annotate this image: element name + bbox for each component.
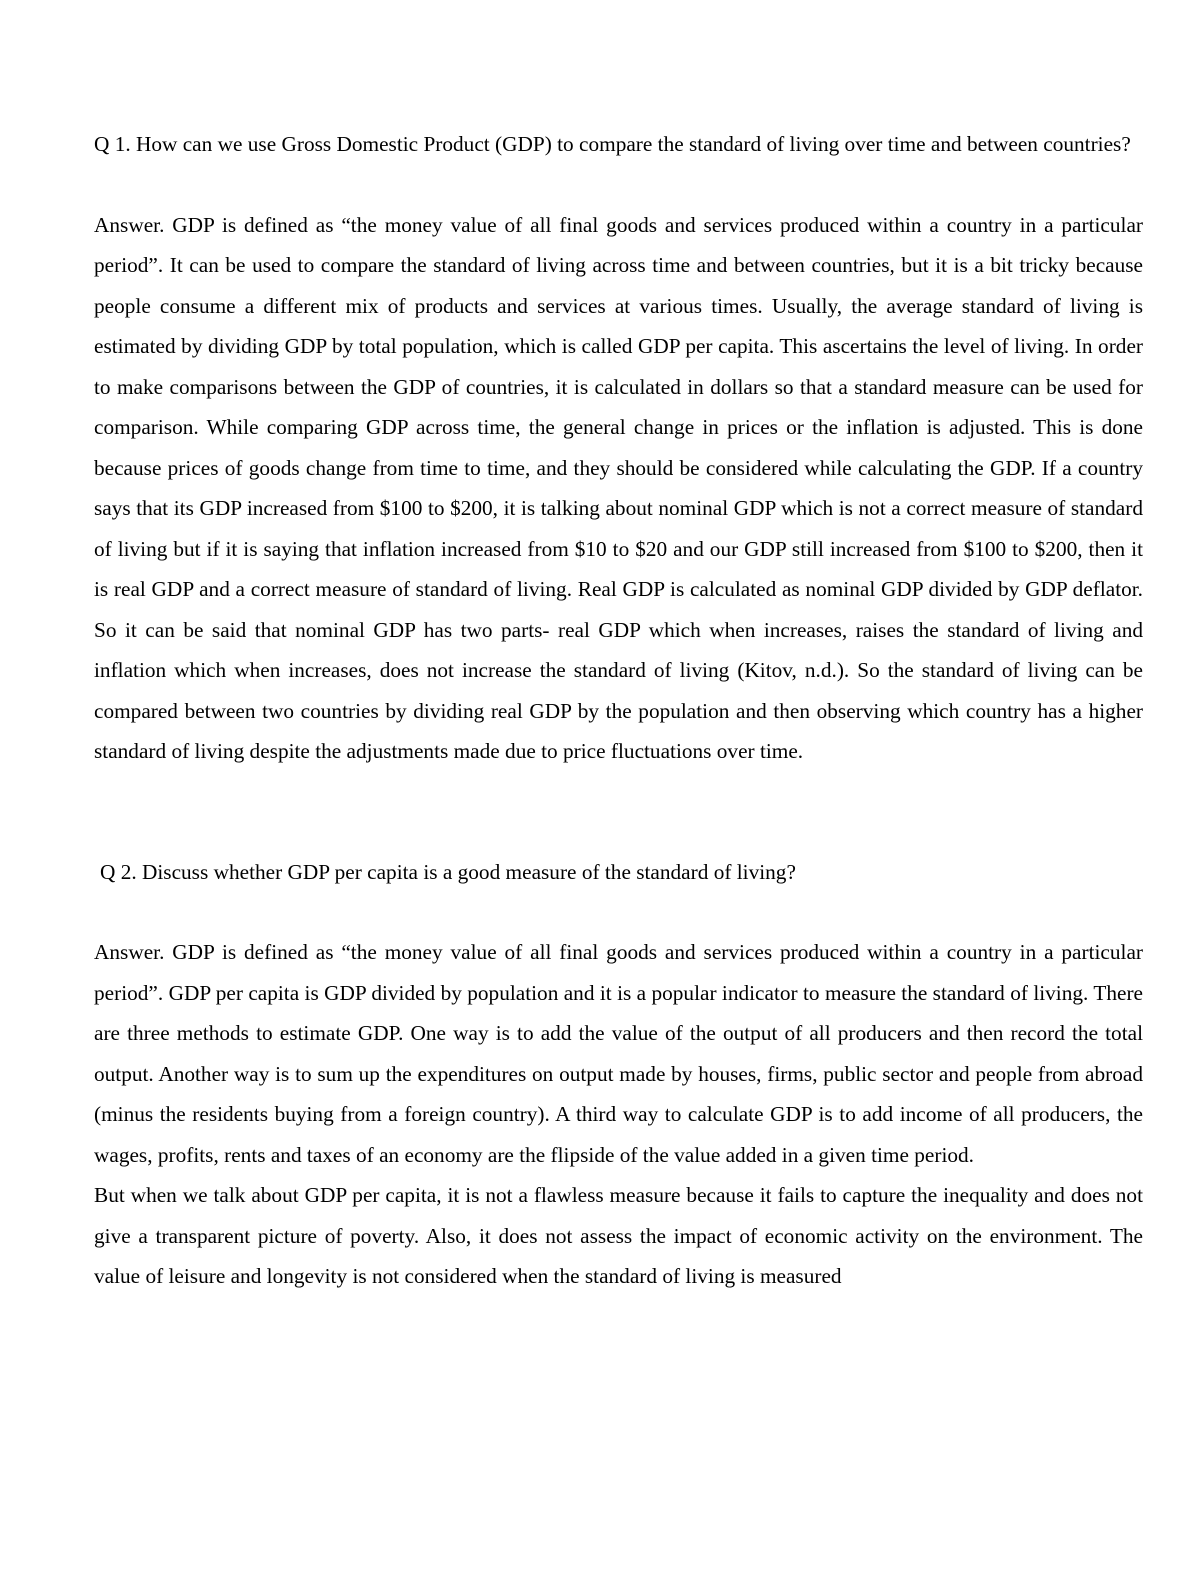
answer-2-paragraph-2: But when we talk about GDP per capita, it is not a flawless measure because it fails to capture the inequality and does not give a transparent picture of poverty. Also, it does not assess the impact of economic activity on the environment. The value of leisure and longevity is not considered when the standard of living is measured (94, 1183, 1143, 1288)
question-1: Q 1. How can we use Gross Domestic Product (GDP) to compare the standard of living over time and between countries? (94, 132, 1131, 156)
answer-1: Answer. GDP is defined as “the money value of all final goods and services produced within a country in a particular period”. It can be used to compare the standard of living across time and between countries, but it is a bit tricky because people consume a different mix of products and services at various times. Usually, the average standard of living is estimated by dividing GDP by total population, which is called GDP per capita. This ascertains the level of living. In order to make comparisons between the GDP of countries, it is calculated in dollars so that a standard measure can be used for comparison. While comparing GDP across time, the general change in prices or the inflation is adjusted. This is done because prices of goods change from time to time, and they should be considered while calculating the GDP. If a country says that its GDP increased from $100 to $200, it is talking about nominal GDP which is not a correct measure of standard of living but if it is saying that inflation increased from $10 to $20 and our GDP still increased from $100 to $200, then it is real GDP and a correct measure of standard of living. Real GDP is calculated as nominal GDP divided by GDP deflator. So it can be said that nominal GDP has two parts- real GDP which when increases, raises the standard of living and inflation which when increases, does not increase the standard of living (Kitov, n.d.). So the standard of living can be compared between two countries by dividing real GDP by the population and then observing which country has a higher standard of living despite the adjustments made due to price fluctuations over time. (94, 212, 1143, 763)
answer-2-paragraph-1: Answer. GDP is defined as “the money value of all final goods and services produced within a country in a particular period”. GDP per capita is GDP divided by population and it is a popular indicator to measure the standard of living. There are three methods to estimate GDP. One way is to add the value of the output of all producers and then record the total output. Another way is to sum up the expenditures on output made by houses, firms, public sector and people from abroad (minus the residents buying from a foreign country). A third way to calculate GDP is to add income of all producers, the wages, profits, rents and taxes of an economy are the flipside of the value added in a given time period. (94, 940, 1143, 1167)
document-page (94, 124, 1143, 1297)
question-2: Q 2. Discuss whether GDP per capita is a good measure of the standard of living? (100, 859, 796, 884)
